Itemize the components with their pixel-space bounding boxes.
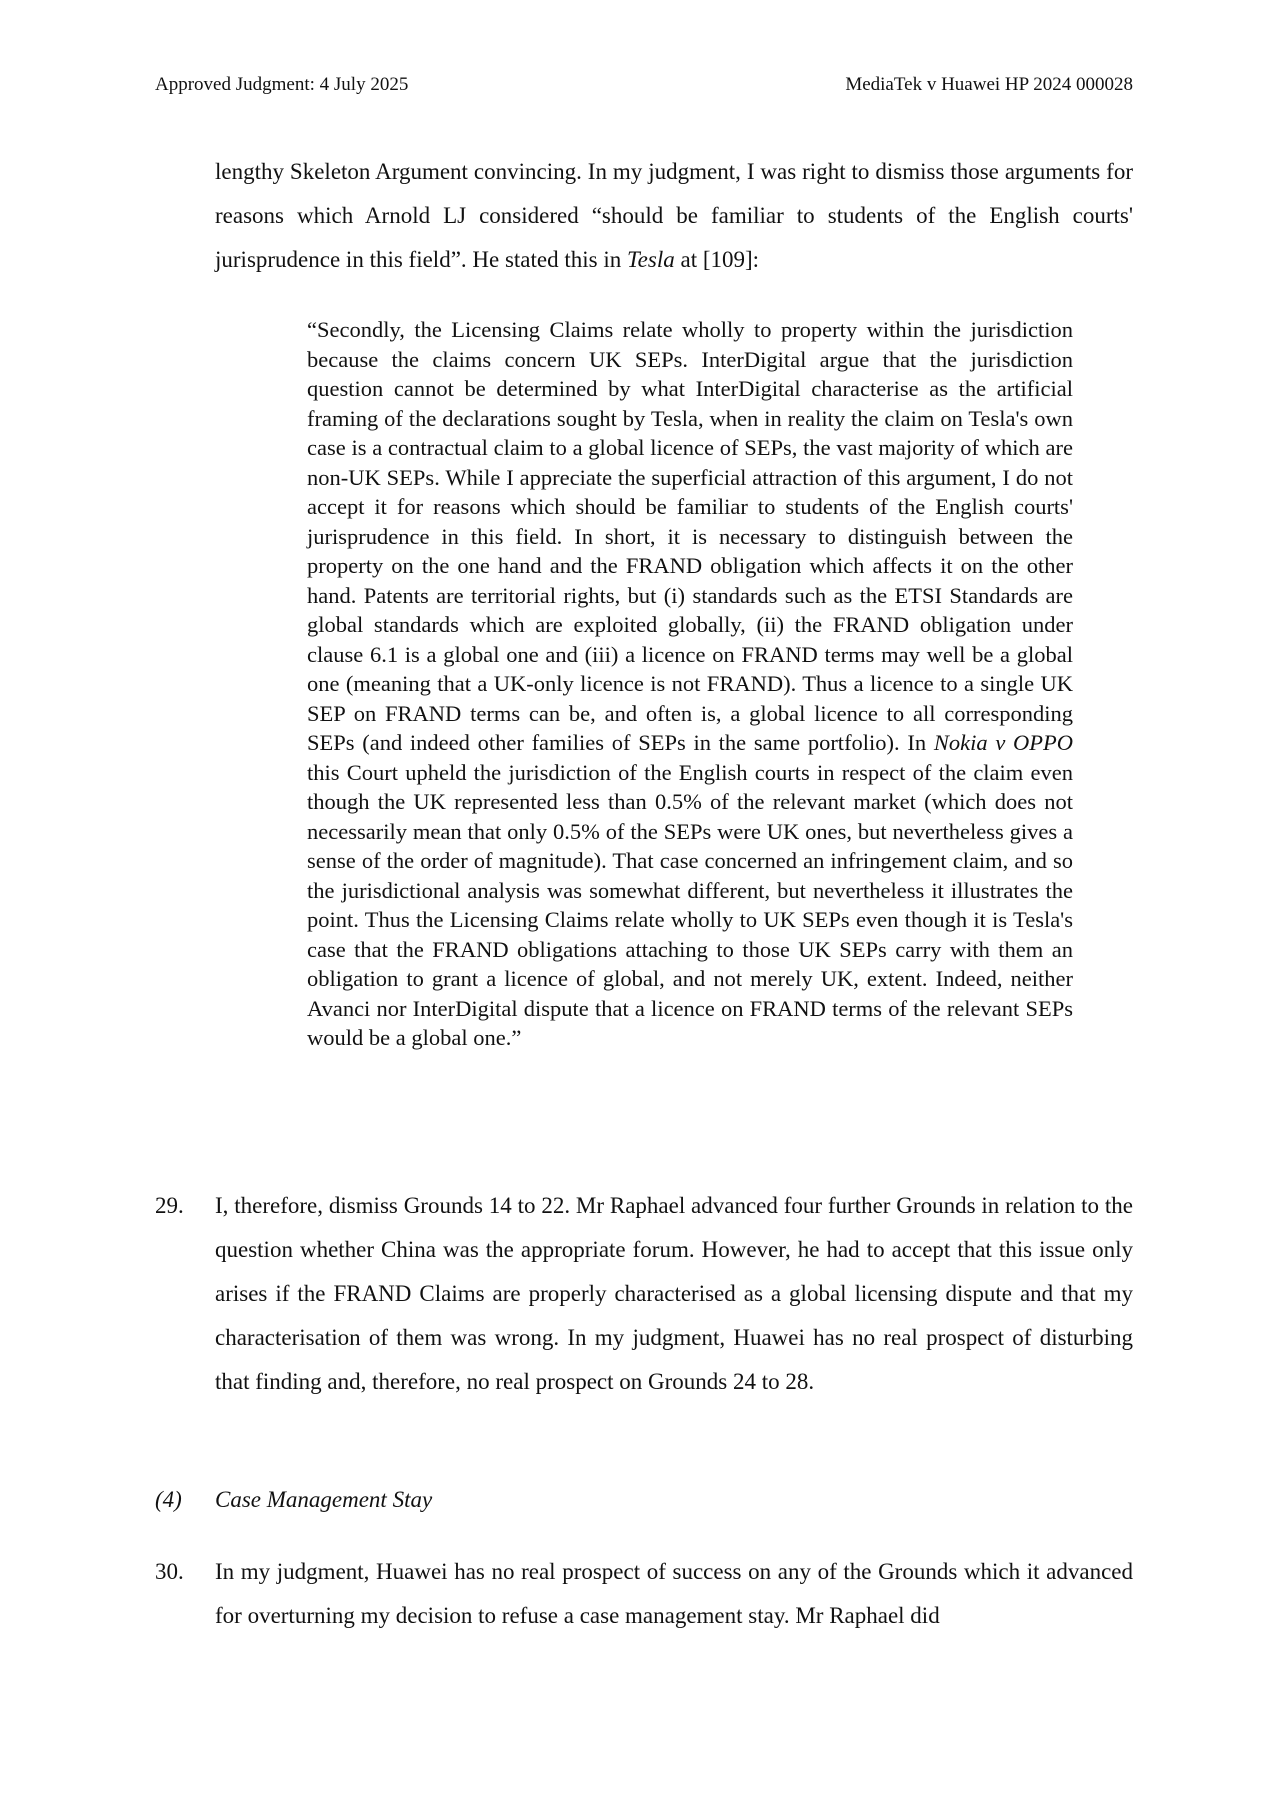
block-quote: [307, 315, 1073, 1053]
section-heading: Case Management Stay: [215, 1487, 433, 1512]
case-name-tesla: Tesla: [627, 247, 675, 272]
continued-paragraph-text-1: lengthy Skeleton Argument convincing. In my judgment, I was right to dismiss those arguments for reasons which Arnold LJ considered “should be familiar to students of the English courts' jurisprudence in this field”. He stated this in: [215, 159, 1133, 272]
case-name-nokia-v-oppo: Nokia v OPPO: [933, 730, 1074, 755]
continued-paragraph-text-2: at [109]:: [674, 247, 760, 272]
paragraph-number-30: 30.: [155, 1559, 184, 1584]
quote-text-2: this Court upheld the jurisdiction of the English courts in respect of the claim even though the UK represented less than 0.5% of the relevant market (which does not necessarily mean that only 0.5% of the SEPs were UK ones, but nevertheless gives a sense of the order of magnitude). That case concerned an infringement claim, and so the jurisdictional analysis was somewhat different, but nevertheless it illustrates the point. Thus the Licensing Claims relate wholly to UK SEPs even though it is Tesla's case that the FRAND obligations attaching to those UK SEPs carry with them an obligation to grant a licence of global, and not merely UK, extent. Indeed, neither Avanci nor InterDigital dispute that a licence on FRAND terms of the relevant SEPs would be a global one.”: [307, 759, 1073, 1050]
header-left: Approved Judgment: 4 July 2025: [155, 74, 409, 95]
paragraph-30: In my judgment, Huawei has no real prospect of success on any of the Grounds which it advanced for overturning my decision to refuse a case management stay. Mr Raphael did: [215, 1559, 1133, 1628]
header-right: MediaTek v Huawei HP 2024 000028: [845, 74, 1133, 95]
paragraph-number-29: 29.: [155, 1193, 184, 1218]
quote-text-1: “Secondly, the Licensing Claims relate wholly to property within the jurisdiction because the claims concern UK SEPs. InterDigital argue that the jurisdiction question cannot be determined by what InterDigital characterise as the artificial framing of the declarations sought by Tesla, when in reality the claim on Tesla's own case is a contractual claim to a global licence of SEPs, the vast majority of which are non-UK SEPs. While I appreciate the superficial attraction of this argument, I do not accept it for reasons which should be familiar to students of the English courts' jurisprudence in this field. In short, it is necessary to distinguish between the property on the one hand and the FRAND obligation which affects it on the other hand. Patents are territorial rights, but (i) standards such as the ETSI Standards are global standards which are exploited globally, (ii) the FRAND obligation under clause 6.1 is a global one and (iii) a licence on FRAND terms may well be a global one (meaning that a UK-only licence is not FRAND). Thus a licence to a single UK SEP on FRAND terms can be, and often is, a global licence to all corresponding SEPs (and indeed other families of SEPs in the same portfolio). In: [307, 317, 1073, 755]
paragraph-29: I, therefore, dismiss Grounds 14 to 22. Mr Raphael advanced four further Grounds in relation to the question whether China was the appropriate forum. However, he had to accept that this issue only arises if the FRAND Claims are properly characterised as a global licensing dispute and that my characterisation of them was wrong. In my judgment, Huawei has no real prospect of disturbing that finding and, therefore, no real prospect on Grounds 24 to 28.: [215, 1193, 1133, 1394]
section-number: (4): [155, 1487, 182, 1512]
continued-paragraph: [215, 150, 1133, 282]
